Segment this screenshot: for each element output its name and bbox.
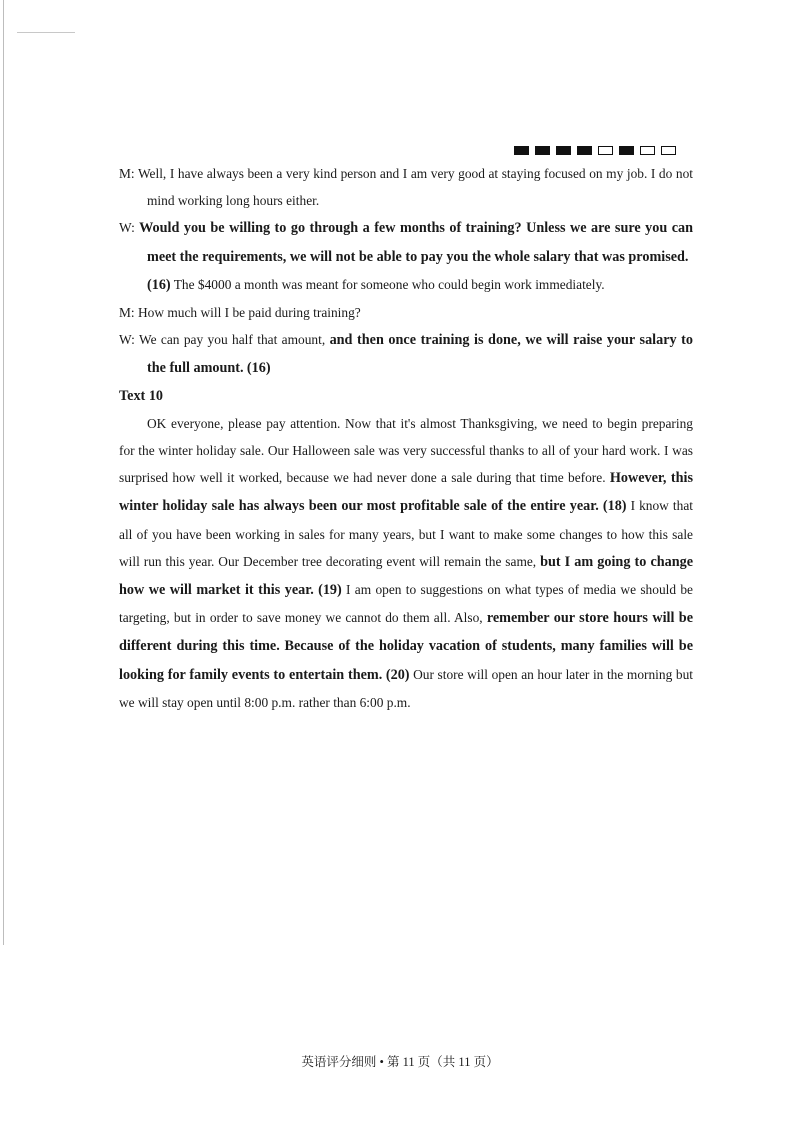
dialogue-block [119, 160, 693, 383]
progress-markers [514, 146, 676, 155]
answer-key-text: (19) [318, 582, 342, 599]
answer-key-text: However, this winter holiday sale has always been our most profitable sale of the entire year. [119, 470, 694, 515]
transcript-content [119, 160, 693, 716]
dialogue-line [119, 214, 693, 270]
progress-marker-filled [619, 146, 634, 155]
transcript-text: Well, I have always been a very kind person and I am very good at staying focused on my job. I do not mind working long hours either. [137, 166, 693, 209]
transcript-text: The $4000 a month was meant for someone who could begin work immediately. [170, 276, 605, 292]
progress-marker-filled [556, 146, 571, 155]
transcript-text: I know that all of you have been working in sales for many years, but I want to make some changes to how this sale will run this year. Our December tree decorating event will remain the same, [119, 498, 693, 569]
speaker-label: M: [119, 166, 138, 181]
answer-key-text: and then once training is done, we will raise your salary to the full amount. [147, 332, 693, 377]
text10-heading: Text 10 [119, 387, 164, 404]
answer-key-text: (18) [602, 498, 627, 515]
progress-marker-empty [661, 146, 676, 155]
dialogue-line [119, 326, 693, 382]
answer-key-text: (16) [246, 360, 271, 377]
transcript-text: How much will I be paid during training? [137, 305, 361, 321]
text10-paragraph [119, 410, 693, 716]
progress-marker-filled [514, 146, 529, 155]
answer-key-text: Would you be willing to go through a few months of training? Unless we are sure you can meet the requirements, we will not be able to pay you the whole salary that was promised. [139, 220, 693, 265]
dialogue-line [119, 271, 693, 299]
progress-marker-filled [535, 146, 550, 155]
transcript-text: We can pay you half that amount, [139, 332, 330, 348]
answer-key-text: but I am going to change how we will market it this year. [119, 553, 694, 599]
answer-key-text: (16) [147, 276, 171, 293]
page-footer: 英语评分细则 • 第 11 页（共 11 页） [301, 1055, 499, 1069]
speaker-label: W: [119, 220, 140, 236]
speaker-label: M: [119, 305, 138, 321]
speaker-label: W: [119, 332, 139, 348]
dialogue-line [119, 299, 693, 326]
answer-key-text: (20) [385, 666, 410, 683]
answer-key-text: Because of the holiday vacation of students, many families will be looking for family events to entertain them. [119, 638, 693, 683]
dialogue-line [119, 160, 693, 214]
page-edge-rule [3, 0, 4, 945]
transcript-text: OK everyone, please pay attention. Now that it's almost Thanksgiving, we need to begin preparing for the winter holiday sale. Our Halloween sale was very successful thanks to all of your hard work. I was surprised how well it worked, because we had never done a sale during that time before. [119, 415, 693, 486]
answer-key-text: remember our store hours will be different during this time. [119, 610, 693, 655]
transcript-text: I am open to suggestions on what types of media we should be targeting, but in order to save money we cannot do them all. Also, [119, 582, 693, 626]
header-dash [17, 32, 75, 33]
progress-marker-filled [577, 146, 592, 155]
progress-marker-empty [598, 146, 613, 155]
transcript-text: Our store will open an hour later in the morning but we will stay open until 8:00 p.m. rather than 6:00 p.m. [119, 666, 693, 710]
progress-marker-empty [640, 146, 655, 155]
